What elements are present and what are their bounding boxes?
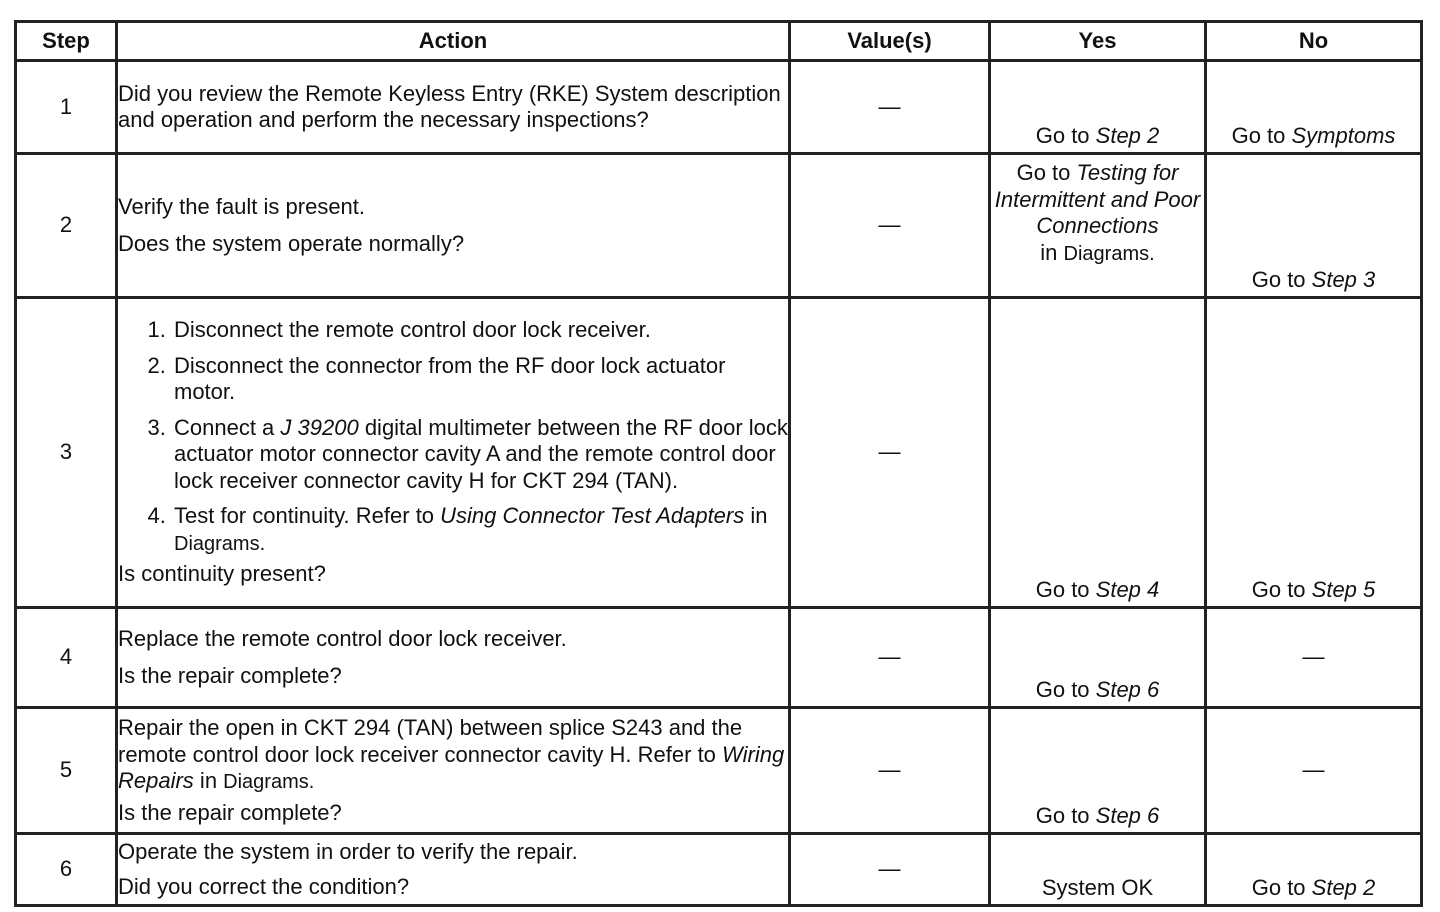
table-row xyxy=(16,298,1422,608)
table-row xyxy=(16,61,1422,154)
action-question: Did you correct the condition? xyxy=(118,873,410,899)
action-text xyxy=(117,61,790,154)
yes-step-link[interactable]: Step 6 xyxy=(1095,676,1160,702)
step-number: 5 xyxy=(16,708,117,834)
table-row xyxy=(16,834,1422,906)
yes-prefix: Go to xyxy=(1016,160,1077,185)
no-prefix: Go to xyxy=(1251,266,1312,292)
yes-prefix: Go to xyxy=(1035,676,1096,702)
header-action: Action xyxy=(117,22,790,61)
no-step-link[interactable]: Symptoms xyxy=(1291,122,1396,148)
yes-prefix: Go to xyxy=(1035,576,1096,602)
action-text-span: Repair the open in CKT 294 (TAN) between splice S243 and the remote control door lock receiver connector cavity H. Refer to xyxy=(118,715,743,767)
no-cell xyxy=(1206,154,1422,298)
table-row xyxy=(16,154,1422,298)
yes-cell xyxy=(990,154,1206,298)
yes-suffix-in: in xyxy=(1040,239,1058,265)
header-no: No xyxy=(1206,22,1422,61)
diagnostic-table xyxy=(14,20,1423,907)
step-number: 1 xyxy=(16,61,117,154)
value-cell: — xyxy=(790,154,990,298)
yes-cell xyxy=(990,708,1206,834)
action-text xyxy=(117,298,790,608)
no-prefix: Go to xyxy=(1251,576,1312,602)
action-question: Does the system operate normally? xyxy=(118,230,465,256)
no-cell xyxy=(1206,834,1422,906)
step-number: 6 xyxy=(16,834,117,906)
yes-cell xyxy=(990,61,1206,154)
no-prefix: Go to xyxy=(1251,874,1312,900)
action-question: Is continuity present? xyxy=(118,561,326,587)
no-cell xyxy=(1206,61,1422,154)
procedure-text: in xyxy=(744,503,768,529)
yes-step-link[interactable]: Step 6 xyxy=(1095,802,1160,828)
yes-cell xyxy=(990,834,1206,906)
header-values: Value(s) xyxy=(790,22,990,61)
yes-suffix: Diagrams. xyxy=(1063,242,1155,265)
action-text-span: in xyxy=(193,768,224,793)
value-cell: — xyxy=(790,298,990,608)
action-paragraph xyxy=(118,715,788,796)
yes-cell xyxy=(990,298,1206,608)
header-row xyxy=(16,22,1422,61)
no-step-link[interactable]: Step 3 xyxy=(1311,266,1376,292)
action-text xyxy=(117,154,790,298)
action-question: Is the repair complete? xyxy=(118,662,342,688)
procedure-text: Diagrams. xyxy=(174,532,266,555)
reference-link[interactable]: Using Connector Test Adapters xyxy=(440,503,745,529)
yes-prefix: Go to xyxy=(1035,802,1096,828)
step-number: 4 xyxy=(16,608,117,708)
table-row xyxy=(16,608,1422,708)
action-line: Operate the system in order to verify the repair. xyxy=(118,839,578,864)
reference-link[interactable]: Wiring Repairs xyxy=(118,741,785,793)
no-step-link[interactable]: Step 2 xyxy=(1311,874,1376,900)
procedure-list xyxy=(118,317,788,557)
value-cell: — xyxy=(790,708,990,834)
procedure-item xyxy=(172,503,788,557)
value-cell: — xyxy=(790,61,990,154)
header-yes: Yes xyxy=(990,22,1206,61)
yes-cell xyxy=(990,608,1206,708)
tool-reference: J 39200 xyxy=(280,414,359,440)
yes-result: System OK xyxy=(1041,874,1154,900)
value-cell: — xyxy=(790,834,990,906)
yes-step-link[interactable]: Step 4 xyxy=(1095,576,1160,602)
procedure-text: Connect a xyxy=(174,414,281,440)
no-cell xyxy=(1206,298,1422,608)
no-prefix: Go to xyxy=(1231,122,1292,148)
value-cell: — xyxy=(790,608,990,708)
action-question: Is the repair complete? xyxy=(118,799,342,825)
yes-reference-link[interactable]: Testing for Intermittent and Poor Connections xyxy=(994,160,1201,238)
procedure-item: 1. Disconnect the remote control door lock receiver. xyxy=(172,317,788,344)
action-text-span: Diagrams. xyxy=(223,771,315,793)
procedure-item: 2. Disconnect the connector from the RF door lock actuator motor. xyxy=(172,353,788,406)
procedure-text: digital multimeter between the RF door lock actuator motor connector cavity A and the remote control door lock receiver connector cavity H for CKT 294 (TAN). xyxy=(174,414,788,493)
no-step-link[interactable]: Step 5 xyxy=(1311,576,1376,602)
action-paragraph: Did you review the Remote Keyless Entry (RKE) System description and operation and perform the necessary inspections? xyxy=(118,80,781,132)
action-text xyxy=(117,708,790,834)
header-step: Step xyxy=(16,22,117,61)
action-text xyxy=(117,608,790,708)
step-number: 2 xyxy=(16,154,117,298)
action-line: Replace the remote control door lock receiver. xyxy=(118,626,567,651)
no-cell: — xyxy=(1206,708,1422,834)
procedure-text: Test for continuity. Refer to xyxy=(174,503,441,529)
table-row xyxy=(16,708,1422,834)
action-line: Verify the fault is present. xyxy=(118,194,366,219)
procedure-item xyxy=(172,415,788,495)
action-text xyxy=(117,834,790,906)
yes-prefix: Go to xyxy=(1035,122,1096,148)
step-number: 3 xyxy=(16,298,117,608)
no-cell: — xyxy=(1206,608,1422,708)
yes-step-link[interactable]: Step 2 xyxy=(1095,122,1160,148)
